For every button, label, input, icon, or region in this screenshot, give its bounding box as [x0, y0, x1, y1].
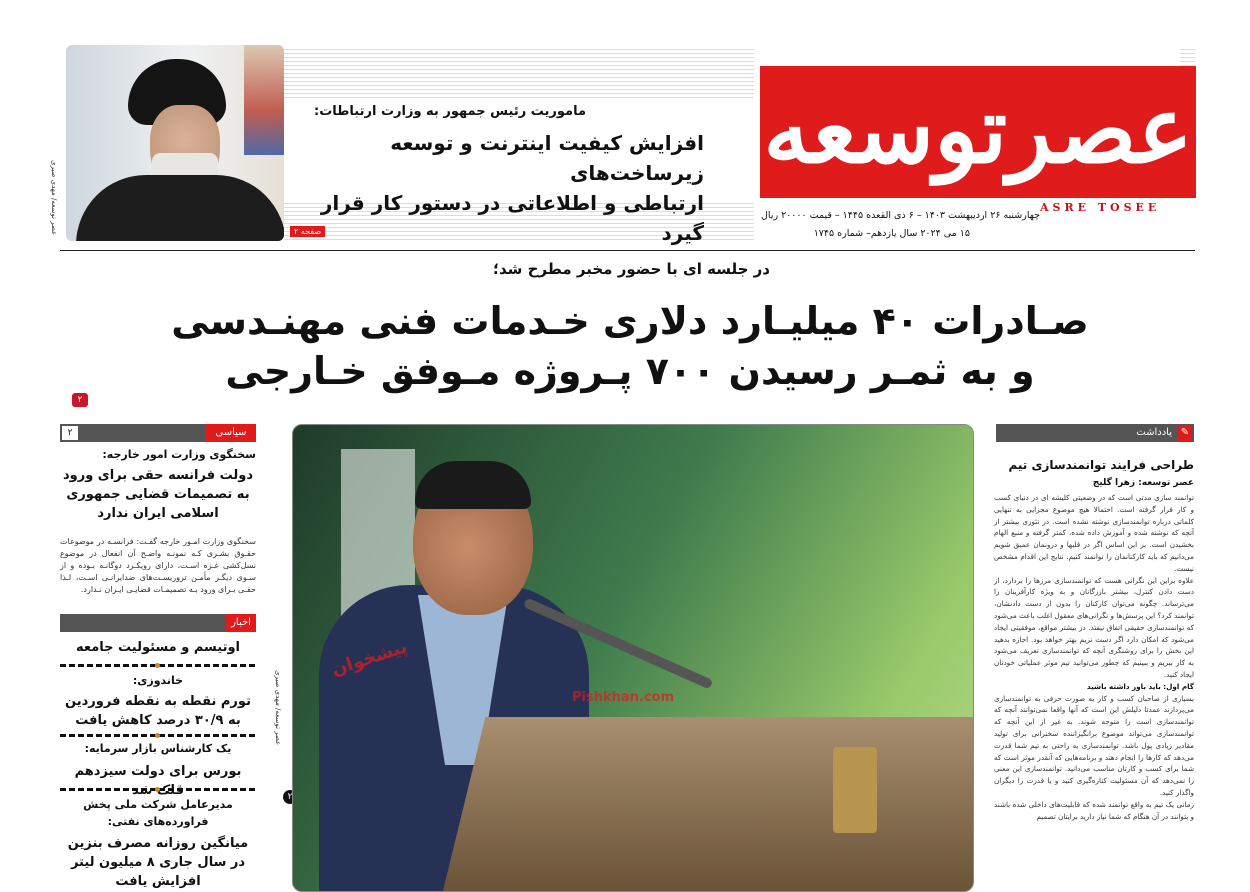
cleric-robe	[76, 175, 284, 241]
main-story-kicker: در جلسه ای با حضور مخبر مطرح شد؛	[493, 260, 770, 278]
watermark-logo: پیشخوان	[328, 636, 410, 681]
opinion-para-3: بسیاری از صاحبان کسب و کار به صورت حرفی به توانمندسازی می‌پردازند عمدتا دلیلش این است که آنها واقعا نمی‌توانند آنچه که توانمندسازی است را متوجه شوند. به غیر از این آنچه که توانمندسازی می‌تواند موضوع برانگیزاننده سخنرانی برای تولید مقادیر زیادی پول باشد. توانمندسازی به راحتی به تیم شما قدرت می‌دهد که کارها را انجام دهند و برنامه‌هایی که آنقدر موثر است که شما برای کسب و کارتان مناسب می‌دانید. توانمندسازی این معنی را نمی‌دهد که آن مسئولیت کناره‌گیری کنید و یا قدرت را دیگران واگذار کنید.	[994, 693, 1194, 797]
story3-headline[interactable]: تورم نقطه به نقطه فروردین به ۳۰/۹ درصد کاهش یافت	[65, 694, 251, 728]
opinion-para-2: علاوه براین این نگرانی هست که توانمندسازی مرزها را بردارد، از دست دادن کنترل، بیشتر بازرگانان و به ویژه کارآفرینان را می‌ترساند. چگونه می‌توان کارکنان را بدون از دست دادنشان، توانمند کرد؟ این پرسش‌ها و نگرانی‌های معقول اغلب باعث می‌شود که توانمندسازی حقیقی اتفاق نیفتد. در بیشتر مواقع، موفقیتی ایجاد می‌شود که امکان دارد اگر دست نزیم بهتر خواهد بود. اجازه بدهید این بخش را برای روشنگری آنچه که توانمندسازی تعریف می‌شود به کار ببریم و ببینیم که چطور می‌توانید تیم موثر عملیاتی خودتان ایجاد کنید.	[994, 575, 1194, 679]
story5-kicker: مدیرعامل شرکت ملی پخش فراورده‌های نفتی:	[83, 798, 233, 828]
section-label-political[interactable]: سیاسی	[206, 424, 256, 442]
main-headline-line1: صـادرات ۴۰ میلیـارد دلاری خـدمات فنی مهنـدسی	[171, 299, 1089, 343]
story3-kicker: خاندوزی:	[132, 674, 184, 687]
pen-icon: ✎	[1178, 425, 1192, 441]
opinion-subhead: گام اول: باید باور داشته باشید	[1086, 681, 1194, 691]
top-story-kicker: ماموریت رئیس جمهور به وزارت ارتباطات:	[314, 104, 586, 119]
podium	[443, 717, 973, 891]
podium-emblem-icon	[833, 747, 877, 833]
top-story-headline[interactable]	[290, 128, 704, 248]
story5-headline[interactable]: میانگین روزانه مصرف بنزین در سال جاری ۸ میلیون لیتر افزایش یافت	[67, 836, 249, 889]
newspaper-logo-latin: ASRE TOSEE	[1040, 201, 1161, 214]
story4-kicker: یک کارشناس بازار سرمایه:	[84, 742, 232, 755]
opinion-para-1: توانمند سازی مدتی است که در وضعیتی کلیشه ای در دنیای کسب و کار قرار گرفته است. احتمالا هیچ موضوع مجزایی به تنهایی کلماتی درباره توانمندسازی نوشته نشده است. در تئوری بیشتر از آنچه که نوشته شده و آموزش داده شده، کمتر گرفته و منبع الهام بخشیدن است. بر این اساس اگر در قلبها و درونمان عمیق شویم می‌دانیم که باید کارکنانمان را توانمند کنیم. نتایج این اقدام مشخص نیست.	[994, 493, 1194, 573]
divider-dot-3	[155, 787, 160, 792]
opinion-headline[interactable]: طراحی فرایند توانمندسازی تیم	[1008, 458, 1194, 472]
top-headline-line2: ارتباطی و اطلاعاتی در دستور کار قرار گیرد	[320, 191, 704, 245]
main-story-headline[interactable]	[100, 296, 1160, 396]
divider-dot-1	[155, 663, 160, 668]
top-story-photo	[66, 45, 284, 241]
main-photo-page-badge[interactable]: ۲	[283, 790, 297, 804]
opinion-byline: عصر توسعه: زهرا گلیج	[1092, 478, 1194, 488]
speaker-hair	[415, 461, 531, 509]
opinion-section-bar	[996, 424, 1194, 442]
opinion-bottom-mask	[990, 888, 1200, 892]
issue-number-line: ۱۵ می ۲۰۲۴ سال یازدهم– شماره ۱۷۴۵	[813, 228, 970, 239]
story1-headline[interactable]: دولت فرانسه حقی برای ورود به تصمیمات قضایی جمهوری اسلامی ایران ندارد	[62, 468, 254, 521]
story2-headline[interactable]: اوتیسم و مسئولیت جامعه	[75, 640, 240, 655]
divider-dot-2	[155, 733, 160, 738]
issue-date-line: چهارشنبه ۲۶ اردیبهشت ۱۴۰۳ – ۶ ذی القعده ۱۴۴۵ – قیمت ۲۰۰۰۰ ریال	[761, 210, 1040, 221]
watermark-site: Pishkhan.com	[572, 690, 675, 705]
opinion-para-4: زمانی یک تیم به واقع توانمند شده که قابلیت‌های داخلی شده باشند و بتوانند در آن هنگام که شما نیاز دارید برایتان تصمیم	[994, 799, 1194, 821]
main-photo-credit: عصر توسعه/ مهدی صیری	[274, 670, 282, 746]
story1-body: سخنگوی وزارت امـور خارجه گفـت: فرانسـه در موضوعات حقـوق بشـری کـه نمونـه واضـح آن انفعال در موضوع نسل‌کشی غـزه اسـت، دارای رویکـرد دوگانـه بـوده و از سـوی دیگـر مأمـن تروریسـت‌های ضدایرانـی اسـت، لـذا حقـی بـرای ورود بـه تصمیمـات قضایـی ایـران نـدارد.	[60, 537, 256, 594]
photo-flag-backdrop	[244, 45, 284, 155]
opinion-body	[994, 492, 1194, 822]
main-headline-line2: و به ثمـر رسیدن ۷۰۰ پـروژه مـوفق خـارجی	[225, 349, 1035, 393]
masthead-hatch-top	[284, 46, 754, 98]
section-label-news[interactable]: اخبار	[226, 614, 256, 632]
top-story-page-tag[interactable]: صفحه ۲	[290, 226, 325, 237]
story1-kicker: سخنگوی وزارت امور خارجه:	[102, 448, 256, 461]
masthead-divider	[60, 250, 1195, 251]
top-headline-line1: افزایش کیفیت اینترنت و توسعه زیرساخت‌های	[390, 131, 704, 185]
story4-headline[interactable]: بورس برای دولت سیزدهم	[74, 764, 242, 779]
section-page-political: ۲	[62, 426, 78, 440]
top-photo-credit: عصر توسعه/ مهدی صیری	[50, 160, 58, 236]
opinion-section-label[interactable]: یادداشت	[1136, 427, 1172, 438]
main-story-page-badge[interactable]: ۲	[72, 393, 88, 407]
newspaper-logo: عصرتوسعه	[763, 76, 1193, 184]
